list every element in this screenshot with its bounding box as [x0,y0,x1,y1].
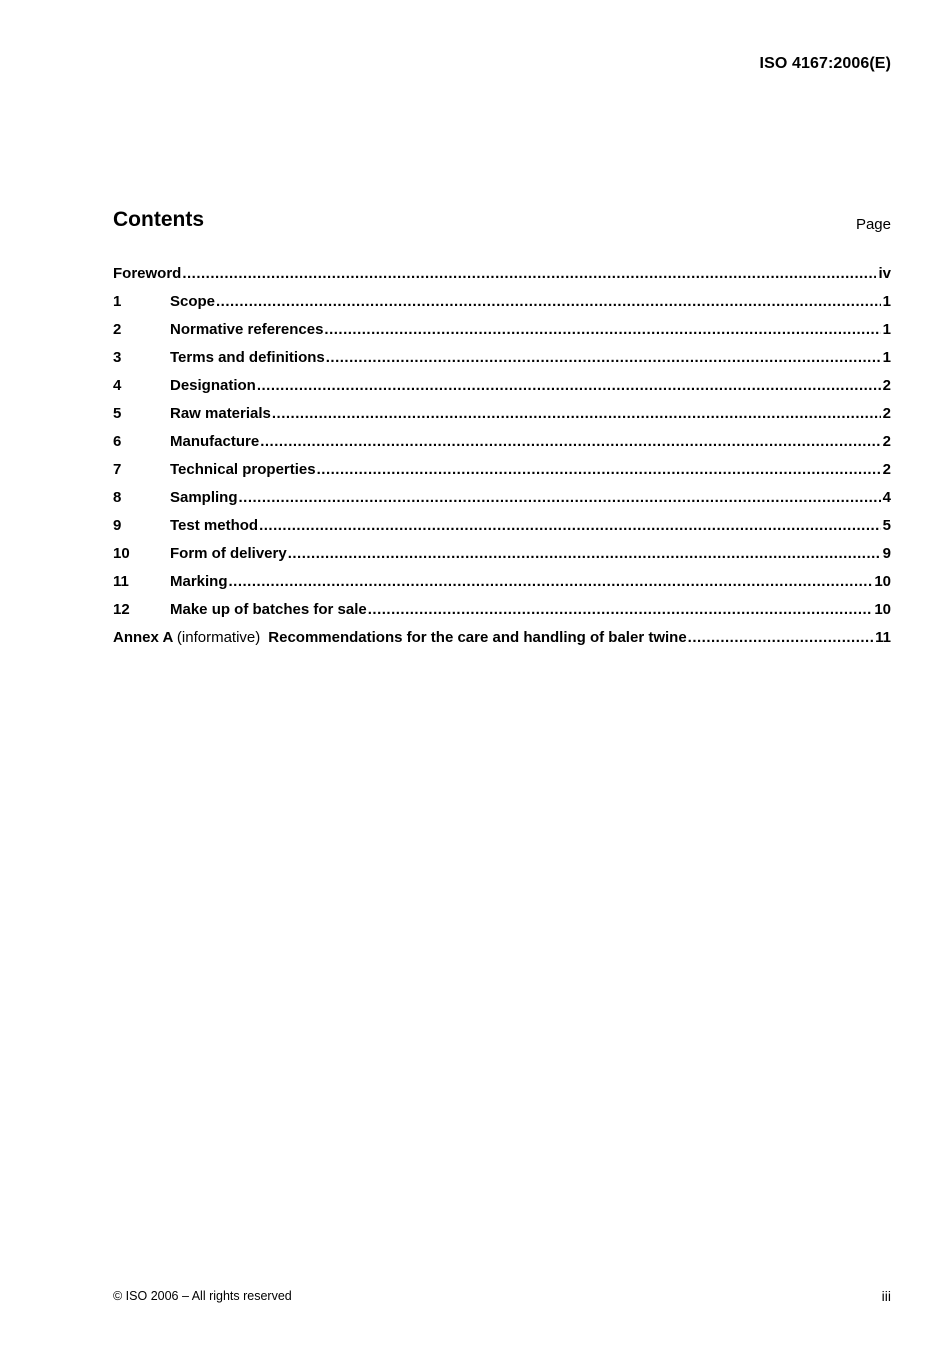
toc-entry-page: 2 [882,461,891,478]
toc-entry-number: 5 [113,405,122,422]
toc-entry-title: Manufacture [170,433,260,450]
toc-entry-page: 5 [882,517,891,534]
toc-leader-dots [229,573,873,590]
toc-entry-page: 1 [882,349,891,366]
toc-entry-page: 10 [874,573,891,590]
toc-entry-manufacture[interactable] [113,433,891,461]
toc-entry-number: 7 [113,461,122,478]
toc-entry-title: Test method [170,517,259,534]
contents-title: Contents [113,208,204,231]
toc-entry-foreword[interactable] [113,265,891,293]
toc-entry-number: 4 [113,377,122,394]
toc-entry-page: 1 [882,293,891,310]
toc-entry-sampling[interactable] [113,489,891,517]
toc-leader-dots [239,489,881,506]
toc-entry-number: 8 [113,489,122,506]
toc-entry-title: Sampling [170,489,238,506]
toc-entry-number: 3 [113,349,122,366]
annex-qualifier: (informative) [176,629,261,646]
toc-entry-title: Marking [170,573,228,590]
toc-entry-form-of-delivery[interactable] [113,545,891,573]
toc-entry-page: 10 [874,601,891,618]
toc-leader-dots [688,629,873,646]
toc-entry-page: 11 [875,629,891,646]
toc-entry-number: 12 [113,601,130,618]
toc-entry-test-method[interactable] [113,517,891,545]
toc-entry-number: 6 [113,433,122,450]
contents-header [113,208,891,240]
toc-entry-page: 1 [882,321,891,338]
toc-entry-page: 2 [882,405,891,422]
toc-entry-page: 2 [882,377,891,394]
toc-entry-page: iv [878,265,891,282]
toc-leader-dots [182,265,876,282]
toc-entry-make-up-of-batches[interactable] [113,601,891,629]
toc-leader-dots [317,461,881,478]
toc-entry-title: Form of delivery [170,545,287,562]
toc-entry-number: 1 [113,293,122,310]
toc-leader-dots [260,433,880,450]
toc-entry-scope[interactable] [113,293,891,321]
toc-entry-number: 9 [113,517,122,534]
toc-entry-annex-a[interactable] [113,629,891,657]
toc-entry-number: 2 [113,321,122,338]
toc-leader-dots [259,517,881,534]
page-column-label: Page [855,216,891,233]
toc-entry-title: Designation [170,377,256,394]
toc-entry-title: Foreword [113,265,182,282]
toc-entry-marking[interactable] [113,573,891,601]
toc-leader-dots [368,601,873,618]
toc-entry-raw-materials[interactable] [113,405,891,433]
annex-title: Recommendations for the care and handling of baler twine [268,629,687,646]
toc-entry-normative-references[interactable] [113,321,891,349]
toc-entry-page: 2 [882,433,891,450]
toc-annex-title [113,629,687,646]
toc-leader-dots [257,377,881,394]
table-of-contents [113,265,891,657]
toc-entry-title: Scope [170,293,216,310]
toc-entry-technical-properties[interactable] [113,461,891,489]
toc-leader-dots [326,349,881,366]
toc-entry-terms-and-definitions[interactable] [113,349,891,377]
toc-entry-title: Normative references [170,321,324,338]
toc-leader-dots [288,545,881,562]
document-id: ISO 4167:2006(E) [759,55,891,72]
footer-page-number: iii [881,1288,891,1304]
toc-entry-page: 9 [882,545,891,562]
toc-leader-dots [272,405,881,422]
toc-entry-title: Raw materials [170,405,271,422]
toc-leader-dots [324,321,880,338]
toc-entry-number: 11 [113,573,129,590]
toc-entry-title: Technical properties [170,461,316,478]
toc-entry-designation[interactable] [113,377,891,405]
toc-entry-number: 10 [113,545,130,562]
toc-entry-title: Make up of batches for sale [170,601,367,618]
toc-entry-page: 4 [882,489,891,506]
footer-copyright: © ISO 2006 – All rights reserved [113,1289,292,1303]
toc-leader-dots [216,293,881,310]
annex-label: Annex A [113,629,173,646]
toc-entry-title: Terms and definitions [170,349,325,366]
